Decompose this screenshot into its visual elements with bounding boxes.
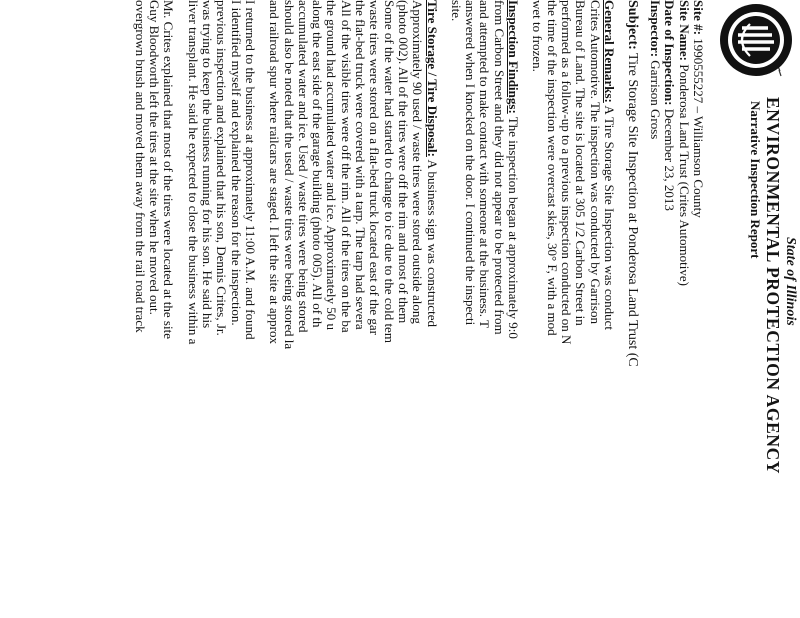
inspection-findings-paragraph	[449, 0, 520, 618]
site-name-value: Ponderosa Land Trust (Crites Automotive)	[676, 64, 692, 286]
site-number-label: Site #:	[691, 0, 706, 36]
paragraph-line: Crites Automotive. The inspection was conducted by Garrison	[587, 0, 603, 324]
inspection-findings-first-line: The inspection began at approximately 9:0	[506, 113, 522, 339]
paragraph-line: and attempted to make contact with someone at the business. T	[477, 0, 493, 328]
paragraph-line: Guy Bloodworth left the tires at the site when he moved out.	[147, 0, 163, 315]
paragraph-line: liver transplant. He said he expected to close the business within a	[185, 0, 201, 345]
paragraph-line: Bureau of Land. The site is located at 305 1/2 Carbon Street in	[573, 0, 589, 326]
subject-label: Subject:	[624, 0, 640, 50]
tire-storage-paragraph	[267, 0, 439, 618]
paragraph-line: wet to frozen.	[530, 0, 546, 72]
paragraph-line: All of the visible tires were off the rim. All of the tires on the ba	[338, 0, 354, 333]
paragraph-line: waste tires were stored on a flat-bed truck located east of the gar	[367, 0, 383, 335]
paragraph-line: the flat-bed truck were covered with a tarp. The tarp had severa	[353, 0, 369, 330]
paragraph-line: and railroad spur where railcars are staged. I left the site at approx	[267, 0, 283, 344]
inspection-date-value: December 23, 2013	[662, 108, 678, 211]
state-title: State of Illinois	[783, 237, 798, 326]
paragraph-line: answered when I knocked on the door. I continued the inspecti	[463, 0, 479, 326]
paragraph-line: Approximately 90 used / waste tires were stored outside along	[410, 0, 426, 324]
crites-explained-paragraph	[133, 0, 176, 618]
subject-line	[624, 0, 640, 618]
paragraph-line: accumulated water and ice. Used / waste tires were being stored	[295, 0, 311, 333]
site-name-field	[676, 0, 690, 618]
paragraph-line: along the east side of the garage building (photo 005). All of th	[310, 0, 326, 328]
inspection-date-field	[662, 0, 676, 618]
inspector-label: Inspector:	[648, 0, 664, 58]
general-remarks-paragraph	[530, 0, 616, 618]
tire-storage-label: Tire Storage / Tire Disposal:	[424, 0, 440, 157]
report-title: Narrative Inspection Report	[748, 101, 763, 259]
paragraph-line: was trying to keep the business running for his son. He said his	[200, 0, 216, 329]
paragraph-line: should also be noted that the used / waste tires were being stored la	[281, 0, 297, 350]
paragraph-line: site.	[448, 0, 464, 22]
inspection-date-label: Date of Inspection:	[662, 0, 678, 106]
inspector-value: Garrison Gross	[648, 60, 664, 140]
paragraph-line: the time of the inspection were overcast skies, 30° F, with a mod	[544, 0, 560, 336]
tire-storage-first-line: A business sign was constructed	[424, 156, 440, 328]
paragraph-line: overgrown brush and moved them away from the rail road track	[132, 0, 148, 333]
report-body	[133, 0, 705, 618]
header-text-block	[748, 97, 798, 474]
paragraph-line: Mr. Crites explained that most of the tires were located at the site	[161, 0, 177, 339]
paragraph-line: performed as a follow-up to a previous inspection conducted on N	[558, 0, 574, 345]
general-remarks-label: General Remarks:	[601, 0, 617, 103]
paragraph-line: I returned to the business at approximately 11:00 A.M. and found	[242, 0, 258, 340]
paragraph-line: from Carbon Street and they did not appear to be protected from	[491, 0, 507, 335]
paragraph-line: previous inspection and explained that his son, Dennis Crites, Jr.	[214, 0, 230, 336]
paragraph-line: Some of the water had started to change to ice due to the cold tem	[381, 0, 397, 343]
inspection-findings-label: Inspection Findings:	[506, 0, 522, 114]
inspector-field	[648, 0, 662, 618]
site-number-value: 1990555227 – Williamson County	[691, 38, 706, 218]
paragraph-line: I identified myself and explained the reason for the inspection.	[228, 0, 244, 326]
return-visit-paragraph	[186, 0, 257, 618]
general-remarks-first-line: A Tire Storage Site Inspection was conduct	[601, 102, 617, 331]
report-header	[710, 0, 800, 618]
paragraph-line: (photo 002). All of the tires were off the rim and most of them	[395, 0, 411, 324]
site-number-field	[691, 0, 705, 618]
illinois-epa-seal	[718, 2, 794, 78]
site-name-label: Site Name:	[676, 0, 692, 62]
paragraph-line: the ground had accumulated water and ice. Approximately 50 u	[324, 0, 340, 330]
subject-value: Tire Storage Site Inspection at Ponderosa Land Trust (C	[624, 53, 640, 367]
agency-title: ENVIRONMENTAL PROTECTION AGENCY	[763, 97, 783, 475]
